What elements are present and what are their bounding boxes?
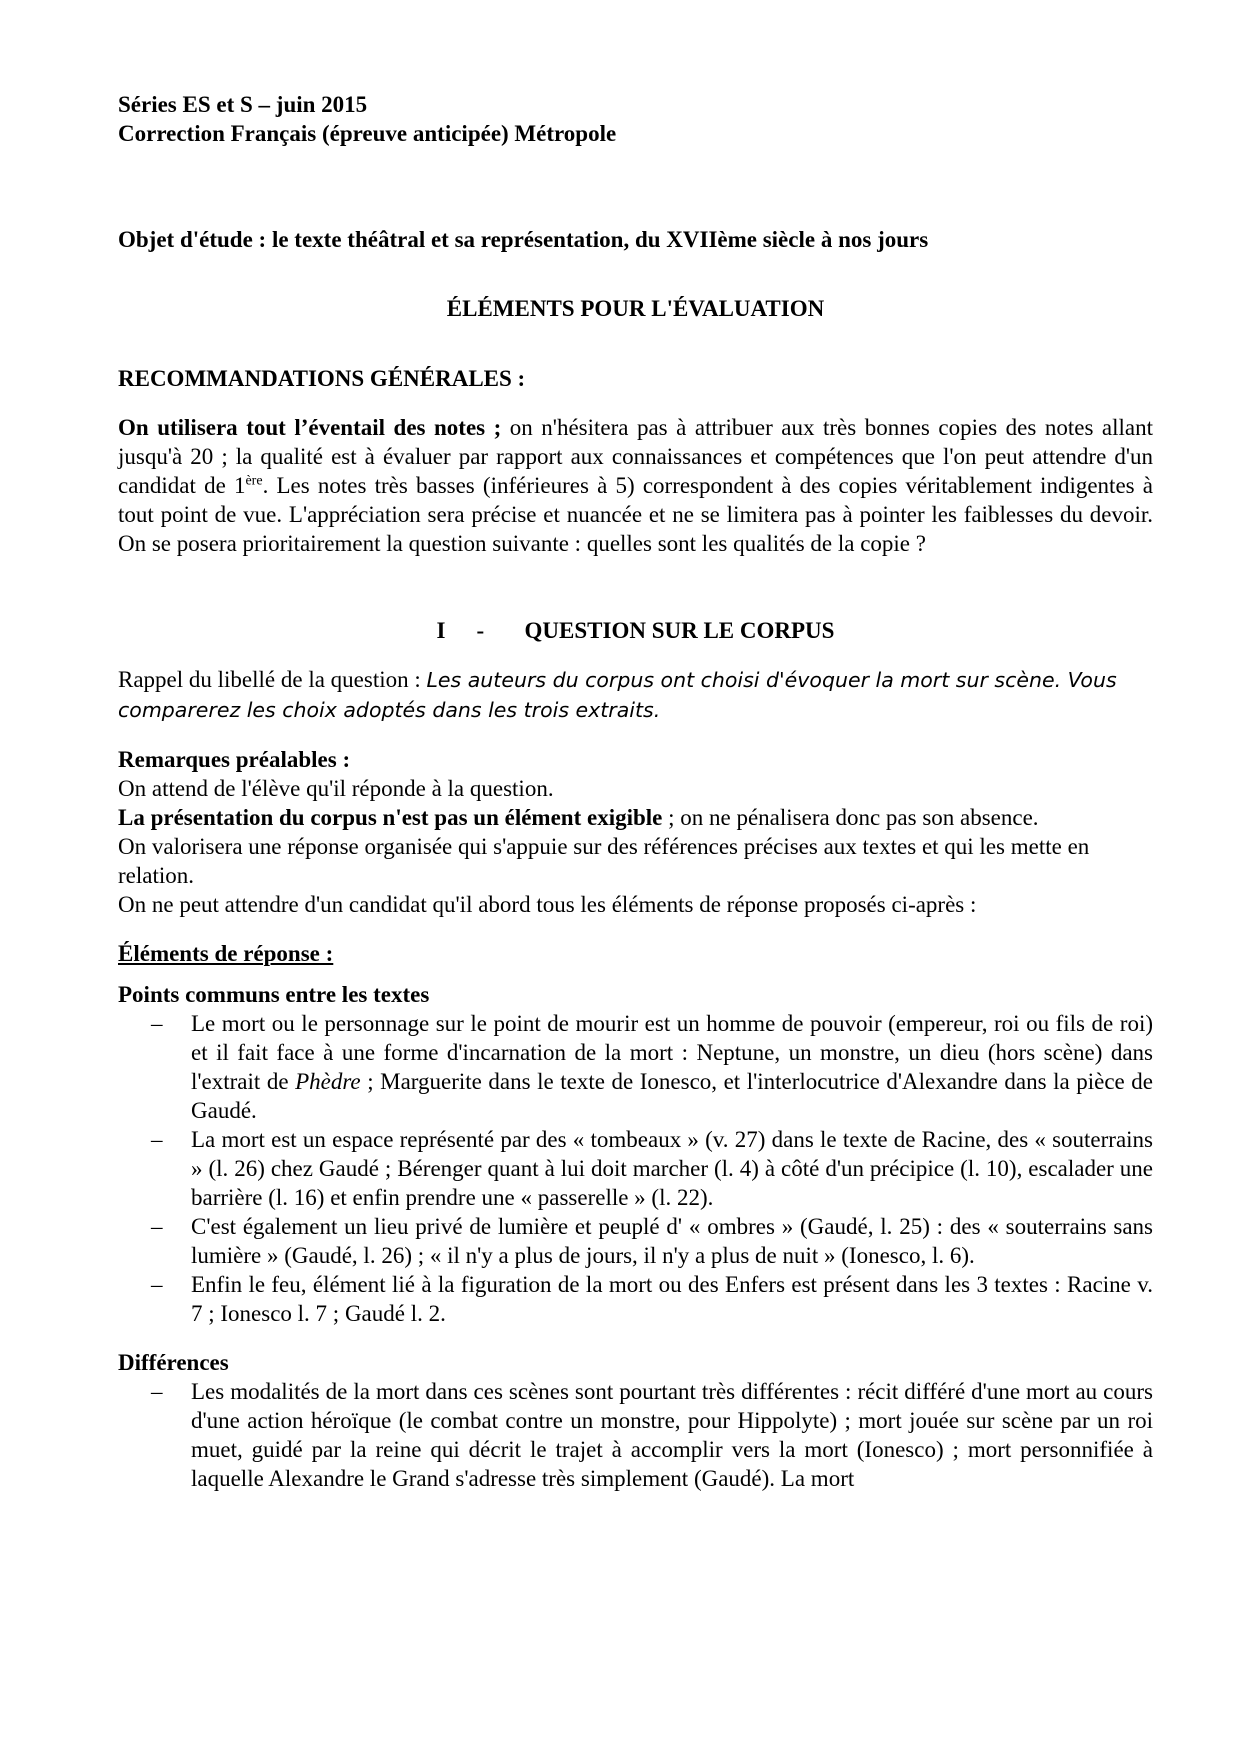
recommandations-text-2: . Les notes très basses (inférieures à 5) correspondent à des copies véritablement indigentes à tout point de vue. L'appréciation sera précise et nuancée et ne se limitera pas à pointer les faiblesses du devoir. On se posera prioritairement la question suivante : quelles sont les qualités de la copie ?	[118, 473, 1153, 556]
recommandations-paragraph	[118, 413, 1153, 558]
dash-bullet: –	[151, 1272, 163, 1297]
list-item	[151, 1270, 1153, 1328]
remarques-line-3: On valorisera une réponse organisée qui s'appuie sur des références précises aux textes et qui les mette en relation.	[118, 834, 1090, 888]
differences-list	[118, 1377, 1153, 1493]
remarques-line-2-bold: La présentation du corpus n'est pas un élément exigible	[118, 805, 663, 830]
list-item-text: Enfin le feu, élément lié à la figuration de la mort ou des Enfers est présent dans les 3 textes : Racine v. 7 ; Ionesco l. 7 ; Gaudé l. 2.	[191, 1272, 1153, 1326]
dash-bullet: –	[151, 1214, 163, 1239]
list-item-text: La mort est un espace représenté par des « tombeaux » (v. 27) dans le texte de Racine, des « souterrains » (l. 26) chez Gaudé ; Bérenger quant à lui doit marcher (l. 4) à côté d'un précipice (l. 10), escalader une barrière (l. 16) et enfin prendre une « passerelle » (l. 22).	[191, 1127, 1153, 1210]
recommandations-sup: ère	[245, 473, 263, 489]
remarques-title: Remarques préalables :	[118, 747, 351, 772]
list-item-text: Les modalités de la mort dans ces scènes sont pourtant très différentes : récit différé d'une mort au cours d'une action héroïque (le combat contre un monstre, pour Hippolyte) ; mort jouée sur scène par un roi muet, guidé par la reine qui décrit le trajet à accomplir vers la mort (Ionesco) ; mort personnifiée à laquelle Alexandre le Grand s'adresse très simplement (Gaudé). La mort	[191, 1379, 1153, 1491]
dash-bullet: –	[151, 1127, 163, 1152]
list-item	[151, 1009, 1153, 1125]
list-item	[151, 1377, 1153, 1493]
objet-etude: Objet d'étude : le texte théâtral et sa représentation, du XVIIème siècle à nos jours	[118, 227, 929, 252]
header-correction: Correction Français (épreuve anticipée) Métropole	[118, 121, 617, 146]
rappel-question-text: Les auteurs du corpus ont choisi d'évoquer la mort sur scène. Vous comparerez les choix adoptés dans les trois extraits.	[118, 668, 1117, 722]
header-series: Séries ES et S – juin 2015	[118, 92, 368, 117]
remarques-line-2	[118, 803, 1153, 832]
section-dash: -	[476, 618, 485, 643]
list-item-text: ; Marguerite dans le texte de Ionesco, et l'interlocutrice d'Alexandre dans la pièce de Gaudé.	[191, 1069, 1153, 1123]
section-number: I	[436, 618, 446, 643]
list-item-italic: Phèdre	[295, 1069, 361, 1094]
points-communs-list	[118, 1009, 1153, 1328]
recommandations-text-1: on n'hésitera pas à attribuer aux très bonnes copies des notes allant jusqu'à 20 ; la qualité est à évaluer par rapport aux connaissances et compétences que l'on peut attendre d'un candidat de 1	[118, 415, 1153, 498]
recommandations-bold-lead: On utilisera tout l’éventail des notes ;	[118, 415, 502, 440]
rappel-question	[118, 665, 1153, 725]
section-title-corpus	[118, 616, 1153, 645]
remarques-line-4: On ne peut attendre d'un candidat qu'il abord tous les éléments de réponse proposés ci-après :	[118, 892, 977, 917]
recommandations-title: RECOMMANDATIONS GÉNÉRALES :	[118, 366, 526, 391]
section-label: QUESTION SUR LE CORPUS	[524, 618, 835, 643]
main-title: ÉLÉMENTS POUR L'ÉVALUATION	[446, 296, 825, 321]
points-communs-title: Points communs entre les textes	[118, 982, 430, 1007]
remarques-line-1: On attend de l'élève qu'il réponde à la question.	[118, 776, 554, 801]
elements-reponse-title: Éléments de réponse :	[118, 941, 334, 966]
dash-bullet: –	[151, 1379, 163, 1404]
list-item	[151, 1212, 1153, 1270]
rappel-label: Rappel du libellé de la question :	[118, 667, 427, 692]
remarques-line-2-rest: ; on ne pénalisera donc pas son absence.	[662, 805, 1039, 830]
list-item-text: C'est également un lieu privé de lumière et peuplé d' « ombres » (Gaudé, l. 25) : des « souterrains sans lumière » (Gaudé, l. 26) ; « il n'y a plus de jours, il n'y a plus de nuit » (Ionesco, l. 6).	[191, 1214, 1153, 1268]
list-item-text: Le mort ou le personnage sur le point de mourir est un homme de pouvoir (empereur, roi ou fils de roi) et il fait face à une forme d'incarnation de la mort : Neptune, un monstre, un dieu (hors scène) dans l'extrait de	[191, 1011, 1153, 1094]
differences-title: Différences	[118, 1350, 229, 1375]
dash-bullet: –	[151, 1011, 163, 1036]
list-item	[151, 1125, 1153, 1212]
document-content	[118, 90, 1153, 1493]
